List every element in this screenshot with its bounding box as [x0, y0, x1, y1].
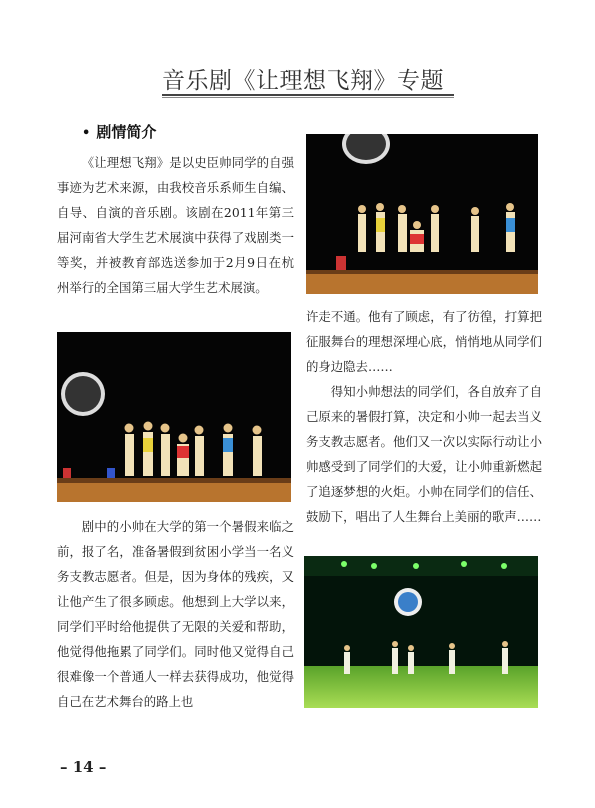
section-heading-text: 剧情简介 — [96, 123, 157, 141]
story-paragraph-part3: 得知小帅想法的同学们，各自放弃了自己原来的暑假打算，决定和小帅一起去当义务支教志愿者。他们又一次以实际行动让小帅感受到了同学们的大爱，让小帅重新燃起了追逐梦想的火炬。小帅在同学们的信任、鼓励下，唱出了人生舞台上美丽的歌声…… — [306, 384, 542, 524]
stage-photo-cast-bow — [57, 332, 291, 502]
stage-photo-curtain-call-art — [306, 134, 538, 294]
stage-photo-cast-bow-art — [57, 332, 291, 502]
intro-paragraph: 《让理想飞翔》是以史臣帅同学的自强事迹为艺术来源，由我校音乐系师生自编、自导、自演的音乐剧。该剧在2011年第三届河南省大学生艺术展演中获得了戏剧类一等奖，并被教育部选送参加于2月9日在杭州举行的全国第三届大学生艺术展演。 — [57, 155, 294, 295]
stage-photo-green-light-art — [304, 556, 538, 708]
title-underline-thin — [162, 97, 454, 98]
stage-photo-curtain-call — [306, 134, 538, 294]
title-underline — [162, 94, 454, 96]
page-title: 音乐剧《让理想飞翔》专题 — [162, 68, 444, 94]
stage-photo-green-light — [304, 556, 538, 708]
page-number: – 14 – — [60, 758, 107, 776]
section-heading — [82, 121, 156, 142]
story-paragraph-part2: 许走不通。他有了顾虑，有了彷徨，打算把征服舞台的理想深埋心底，悄悄地从同学们的身边隐去…… — [306, 309, 542, 374]
section-bullet: • — [82, 126, 91, 141]
story-paragraph-part1: 剧中的小帅在大学的第一个暑假来临之前，报了名，准备暑假到贫困小学当一名义务支教志愿者。但是，因为身体的残疾，又让他产生了很多顾虑。他想到上大学以来，同学们平时给他提供了无限的关爱和帮助，他觉得他拖累了同学们。同时他又觉得自己很难像一个普通人一样去获得成功，他觉得自己在艺术舞台的路上也 — [57, 519, 294, 709]
